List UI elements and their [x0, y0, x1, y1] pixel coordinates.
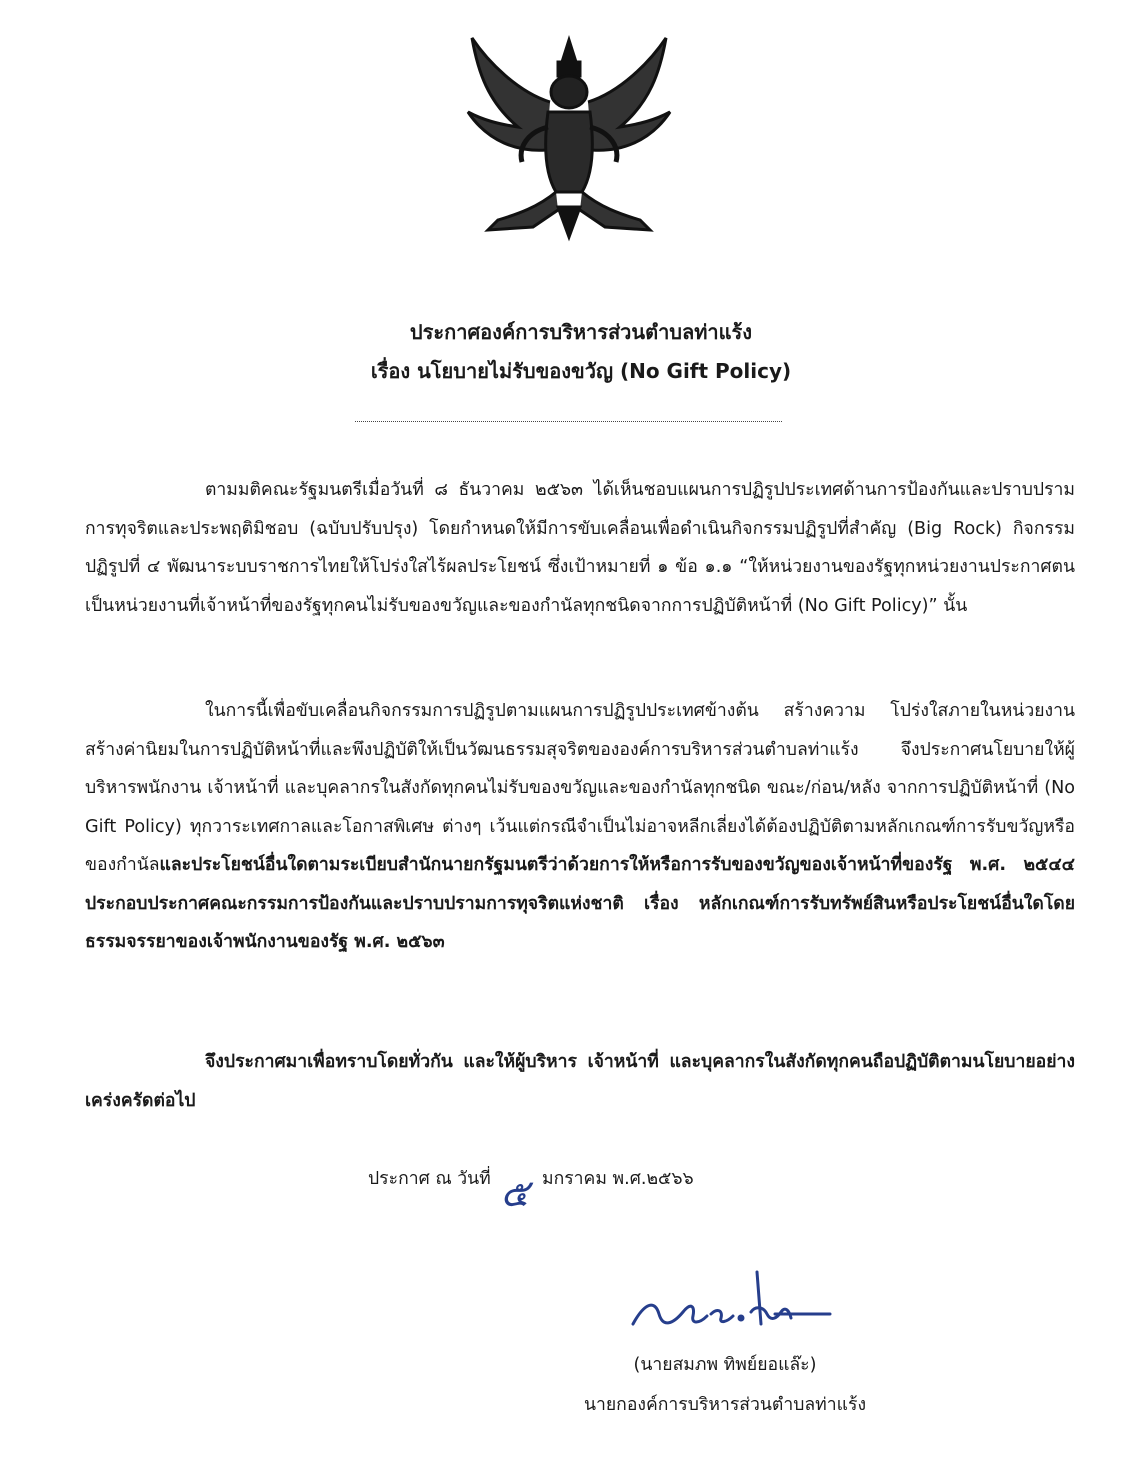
- date-day-handwritten: ๕: [500, 1171, 530, 1215]
- paragraph-1: [85, 471, 1075, 625]
- paragraph-3-part-b: ปฏิบัติตามนโยบายอย่างเคร่งครัดต่อไป: [85, 1052, 1075, 1111]
- paragraph-1-text: ตามมติคณะรัฐมนตรีเมื่อวันที่ ๘ ธันวาคม ๒๕๖๓ ได้เห็นชอบแผนการปฏิรูปประเทศด้านการป้องกันและปราบปรามการทุจริตและประพฤติมิชอบ (ฉบับปรับปรุง) โดยกำหนดให้มีการขับเคลื่อนเพื่อดำเนินกิจกรรมปฏิรูปที่สำคัญ (Big Rock) กิจกรรมปฏิรูปที่ ๔ พัฒนาระบบราชการไทยให้โปร่งใสไร้ผลประโยชน์ ซึ่งเป้าหมายที่ ๑ ข้อ ๑.๑ “ให้หน่วยงานของรัฐทุกหน่วยงานประกาศตนเป็นหน่วยงานที่เจ้าหน้าที่ของรัฐทุกคนไม่รับของขวัญและของกำนัลทุกชนิดจากการปฏิบัติหน้าที่ (No Gift Policy)” นั้น: [85, 480, 1075, 616]
- dotted-divider: [355, 421, 782, 422]
- signer-name: (นายสมภพ ทิพย์ยอแล๊ะ): [633, 1355, 817, 1375]
- date-prefix: ประกาศ ณ วันที่: [368, 1169, 491, 1189]
- date-suffix: มกราคม พ.ศ.๒๕๖๖: [541, 1169, 694, 1189]
- paragraph-2-text: [85, 692, 1075, 962]
- paragraph-2-part-b: และประโยชน์อื่นใดตามระเบียบสำนักนายกรัฐมนตรีว่าด้วยการให้หรือการรับของขวัญของเจ้าหน้าที่ของรัฐ พ.ศ. ๒๕๔๔ ประกอบประกาศคณะกรรมการป้องกันและปราบปรามการทุจริตแห่งชาติ เรื่อง หลักเกณฑ์การรับทรัพย์สินหรือประโยชน์อื่นใดโดยธรรมจรรยาของเจ้าพนักงานของรัฐ พ.ศ. ๒๕๖๓: [85, 855, 1075, 952]
- signature-icon: [625, 1262, 835, 1342]
- garuda-emblem-icon: [458, 32, 680, 242]
- announcement-date: [368, 1164, 694, 1215]
- paragraph-3-text: [85, 1043, 1075, 1120]
- paragraph-2: [85, 692, 1075, 962]
- paragraph-3-part-a: จึงประกาศมาเพื่อทราบโดยทั่วกัน และให้ผู้บริหาร เจ้าหน้าที่ และบุคลากรในสังกัดทุกคนถือ: [205, 1052, 895, 1072]
- signer-position: นายกองค์การบริหารส่วนตำบลท่าแร้ง: [583, 1395, 867, 1415]
- paragraph-2-part-a: ในการนี้เพื่อขับเคลื่อนกิจกรรมการปฏิรูปตามแผนการปฏิรูปประเทศข้างต้น สร้างความ โปร่งใสภายในหน่วยงาน สร้างค่านิยมในการปฏิบัติหน้าที่และพึงปฏิบัติให้เป็นวัฒนธรรมสุจริตขององค์การบริหารส่วนตำบลท่าแร้ง จึงประกาศนโยบายให้ผู้บริหารพนักงาน เจ้าหน้าที่ และบุคลากรในสังกัดทุกคนไม่รับของขวัญและของกำนัลทุกชนิด ขณะ/ก่อน/หลัง จากการปฏิบัติหน้าที่ (No Gift Policy) ทุกวาระเทศกาลและโอกาสพิเศษ ต่างๆ เว้นแต่กรณีจำเป็นไม่อาจหลีกเลี่ยงได้ต้องปฏิบัติตามหลักเกณฑ์การรับขวัญหรือของกำนัล: [85, 701, 1075, 875]
- announcement-subject: เรื่อง นโยบายไม่รับของขวัญ (No Gift Policy): [370, 359, 792, 383]
- paragraph-3: [85, 1043, 1075, 1120]
- announcement-title: ประกาศองค์การบริหารส่วนตำบลท่าแร้ง: [409, 320, 753, 344]
